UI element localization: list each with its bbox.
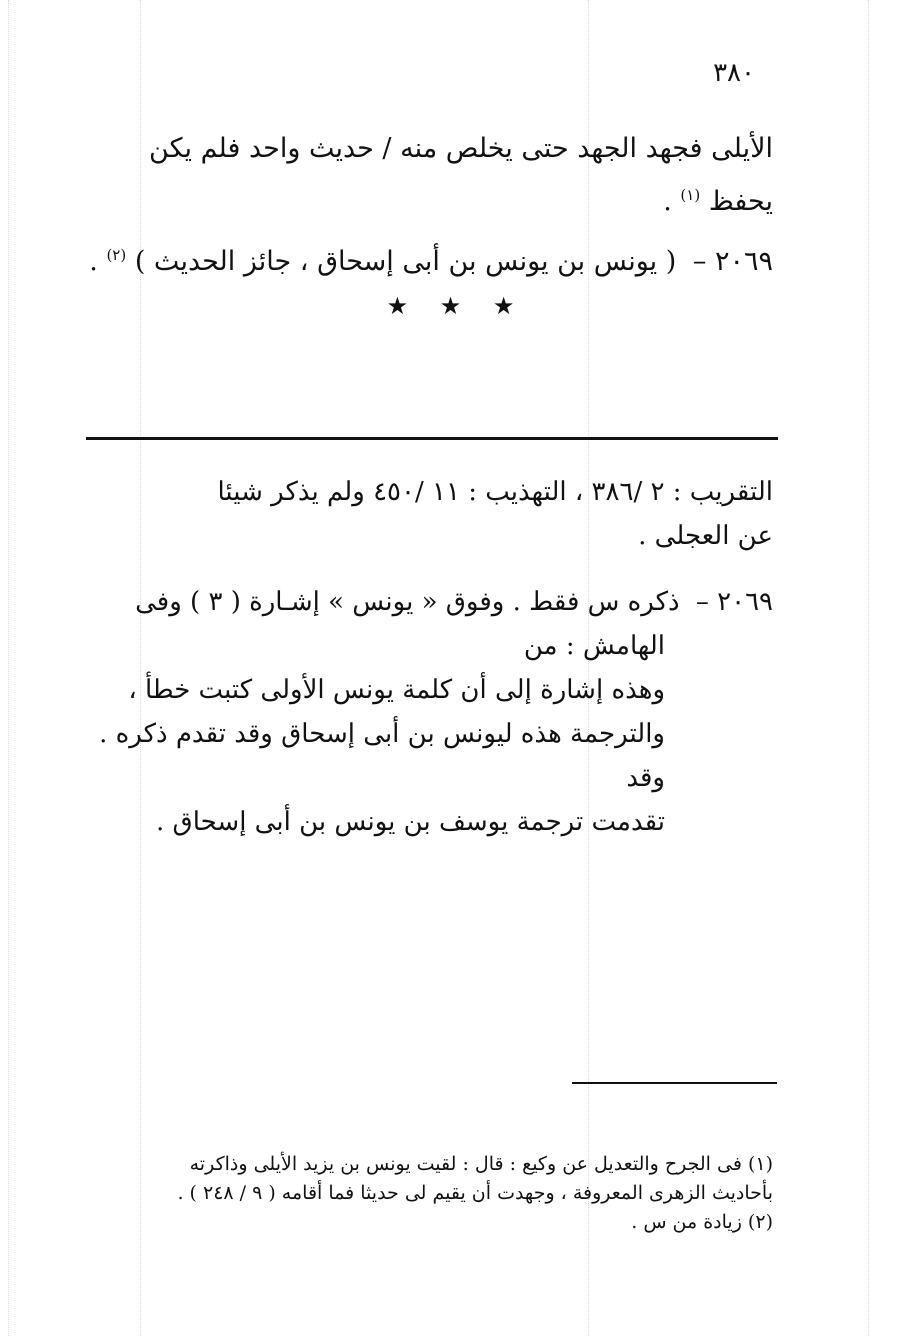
commentary-entry-2069 [83, 580, 773, 624]
main-line: الأيلى فجهد الجهد حتى يخلص منه / حديث واحد فلم يكن [149, 133, 773, 164]
commentary-line: تقدمت ترجمة يوسف بن يونس بن أبى إسحاق . [156, 807, 665, 837]
footnote-line: بأحاديث الزهرى المعروفة ، وجهدت أن يقيم لى حديثا فما أقامه ( ٩ / ٢٤٨ ) . [177, 1182, 773, 1204]
scan-artifact-line [8, 0, 9, 1336]
footnote-line: (١) فى الجرح والتعديل عن وكيع : قال : لقيت يونس بن يزيد الأيلى وذاكرته [189, 1153, 773, 1175]
commentary-line [83, 580, 773, 624]
commentary-line: والترجمة هذه ليونس بن أبى إسحاق وقد تقدم ذكره . وقد [99, 719, 665, 793]
page-number: ٣٨٠ [713, 58, 755, 88]
footnote-ref: (٢) [106, 246, 127, 264]
entry-number: ٢٠٦٩ – [692, 246, 773, 277]
footnotes [78, 1150, 773, 1237]
section-stars: ★ ★ ★ [386, 292, 527, 320]
commentary-line: وهذه إشارة إلى أن كلمة يونس الأولى كتبت خطأ ، [128, 675, 665, 705]
commentary-line: الهامش : من [523, 631, 665, 661]
commentary-text: ذكره س فقط . وفوق « يونس » إشـارة ( ٣ ) وفى [135, 587, 680, 617]
commentary-line: التقريب : ٢ /٣٨٦ ، التهذيب : ١١ /٤٥٠ ولم يذكر شيئا [217, 477, 773, 507]
commentary-continuation [83, 624, 665, 844]
entry-2069 [83, 232, 773, 285]
main-line-end: . [663, 186, 672, 217]
entry-text: ( يونس بن يونس بن أبى إسحاق ، جائز الحديث ) [134, 246, 677, 277]
main-text [83, 126, 773, 225]
footnote-line: (٢) زيادة من س . [631, 1211, 773, 1233]
main-line-text: يحفظ [708, 186, 773, 217]
entry-number: ٢٠٦٩ – [695, 587, 773, 617]
footnote-rule [572, 1082, 777, 1084]
commentary-block [83, 470, 773, 558]
main-line [83, 172, 773, 225]
entry-end: . [89, 246, 98, 277]
footnote-ref: (١) [680, 186, 701, 204]
scan-artifact-line [868, 0, 869, 1336]
separator-rule [86, 437, 778, 440]
commentary-line: عن العجلى . [638, 521, 773, 551]
